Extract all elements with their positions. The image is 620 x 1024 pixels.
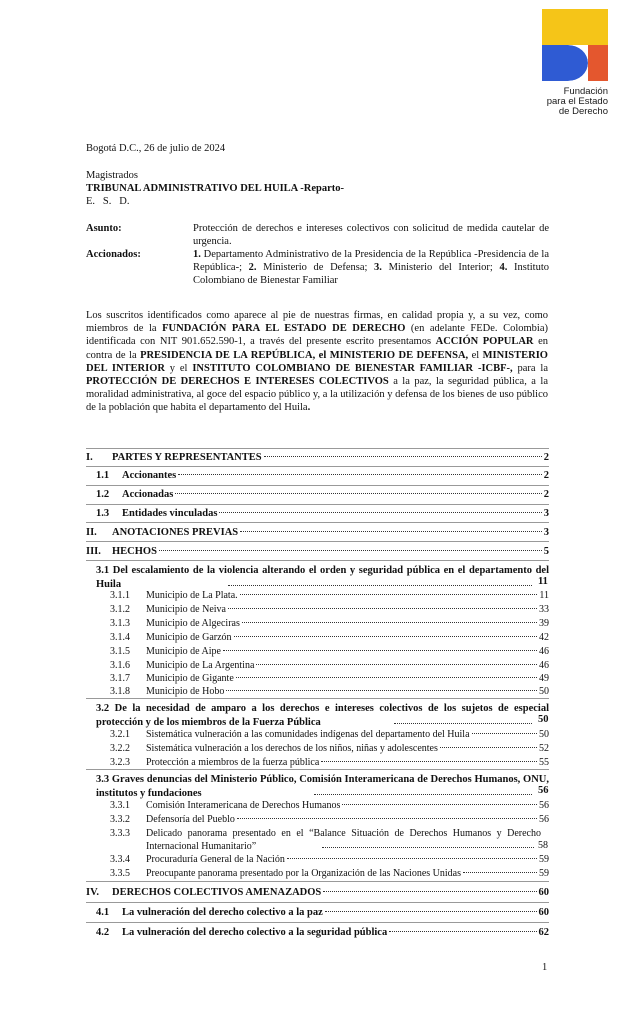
toc-entry[interactable]: 3.2.1 Sistemática vulneración a las comunidades indígenas del departamento del Huila 50	[110, 729, 549, 740]
toc-entry[interactable]: 3.3.4 Procuraduría General de la Nación 59	[110, 854, 549, 865]
toc-entry[interactable]: 3.3.1 Comisión Interamericana de Derechos Humanos 56	[110, 800, 549, 811]
toc-entry[interactable]: 3.2.3 Protección a miembros de la fuerza pública 55	[110, 757, 549, 768]
logo-line-3: de Derecho	[558, 106, 608, 117]
accionados-label: Accionados:	[86, 249, 141, 260]
toc-entry[interactable]: 3.2 De la necesidad de amparo a los derechos e intereses colectivos de los sujetos de especial protección y de los miembros de la Fuerza Pública	[96, 703, 550, 728]
toc-entry[interactable]: IV. DERECHOS COLECTIVOS AMENAZADOS 60	[86, 887, 549, 898]
toc-entry[interactable]: 3.1.8 Municipio de Hobo 50	[110, 686, 549, 697]
toc-entry[interactable]: 3.1.5 Municipio de Aipe 46	[110, 646, 549, 657]
logo-wordmark	[508, 87, 608, 117]
logo-yellow-block	[542, 9, 608, 45]
toc-entry[interactable]: 4.2 La vulneración del derecho colectivo a la seguridad pública 62	[96, 927, 549, 938]
logo-blue-shape	[542, 45, 588, 81]
toc-entry[interactable]: II. ANOTACIONES PREVIAS 3	[86, 527, 549, 538]
toc-entry[interactable]: 3.3.2 Defensoría del Pueblo 56	[110, 814, 549, 825]
toc-entry[interactable]: 3.3.5 Preocupante panorama presentado por la Organización de las Naciones Unidas 59	[110, 868, 549, 879]
toc-entry[interactable]: 3.1 Del escalamiento de la violencia alterando el orden y seguridad pública en el departamento del Huila	[96, 565, 549, 590]
addressee-title: Magistrados	[86, 170, 138, 181]
toc-entry[interactable]: 3.1.6 Municipio de La Argentina 46	[110, 660, 549, 671]
toc-entry[interactable]: 3.1.4 Municipio de Garzón 42	[110, 632, 549, 643]
toc-entry[interactable]: 3.3 Graves denuncias del Ministerio Público, Comisión Interamericana de Derechos Humanos, ONU, institutos y fundaciones	[96, 774, 550, 799]
addressee-court: TRIBUNAL ADMINISTRATIVO DEL HUILA -Reparto-	[86, 183, 345, 194]
intro-paragraph: Los suscritos identificados como aparece al pie de nuestras firmas, en calidad propia y, a su vez, como miembros de la FUNDACIÓN PARA EL ESTADO DE DERECHO (en adelante FEDe. Colombia) identificada con NIT 901.652.590-1, a través del presente escrito presentamos ACCIÓN POPULAR en contra de la PRESIDENCIA DE LA REPÚBLICA, el MINISTERIO DE DEFENSA, el MINISTERIO DEL INTERIOR y el INSTITUTO COLOMBIANO DE BIENESTAR FAMILIAR -ICBF-, para la PROTECCIÓN DE DERECHOS E INTERESES COLECTIVOS a la paz, la seguridad pública, a la moralidad administrativa, al goce del espacio público y, a la utilización y defensa de los bienes de uso público de la población que habita el departamento del Huila.	[86, 310, 548, 414]
toc-entry[interactable]: 1.1 Accionantes 2	[96, 470, 549, 481]
toc-entry[interactable]: 3.1.1 Municipio de La Plata. 11	[110, 590, 549, 601]
asunto-text: Protección de derechos e intereses colectivos con solicitud de medida cautelar de urgencia.	[193, 223, 549, 247]
page-number: 1	[542, 962, 548, 973]
asunto-label: Asunto:	[86, 223, 122, 234]
date-line: Bogotá D.C., 26 de julio de 2024	[86, 143, 226, 154]
addressee-esd: E. S. D.	[86, 196, 130, 207]
addressee-block	[86, 169, 344, 208]
accionados-text: 1. Departamento Administrativo de la Presidencia de la República -Presidencia de la República-; 2. Ministerio de Defensa; 3. Ministerio del Interior; 4. Instituto Colombiano de Bienestar Familiar	[193, 249, 549, 286]
toc-entry[interactable]: 4.1 La vulneración del derecho colectivo a la paz 60	[96, 907, 549, 918]
toc-entry-page: 50	[538, 714, 549, 725]
toc-entry-page: 56	[538, 785, 549, 796]
toc-entry[interactable]: 3.3.3 Delicado panorama presentado en el “Balance Situación de Derechos Humanos y Derecho Internacional Humanitario”	[110, 828, 541, 852]
toc-entry[interactable]: 1.3 Entidades vinculadas 3	[96, 508, 549, 519]
foundation-logo	[542, 9, 608, 81]
toc-entry-page: 58	[538, 840, 548, 851]
toc-entry[interactable]: 1.2 Accionadas 2	[96, 489, 549, 500]
toc-entry[interactable]: 3.1.3 Municipio de Algeciras 39	[110, 618, 549, 629]
toc-entry[interactable]: 3.1.2 Municipio de Neiva 33	[110, 604, 549, 615]
logo-mark	[542, 9, 608, 81]
logo-line-2: para el Estado	[546, 96, 608, 107]
logo-line-1: Fundación	[563, 86, 608, 97]
toc-entry[interactable]: 3.2.2 Sistemática vulneración a los derechos de los niños, niñas y adolescentes 52	[110, 743, 549, 754]
logo-red-block	[588, 45, 608, 81]
toc-entry[interactable]: 3.1.7 Municipio de Gigante 49	[110, 673, 549, 684]
toc-entry[interactable]: I. PARTES Y REPRESENTANTES 2	[86, 452, 549, 463]
toc-entry[interactable]: III. HECHOS 5	[86, 546, 549, 557]
toc-entry-page: 11	[538, 576, 548, 587]
